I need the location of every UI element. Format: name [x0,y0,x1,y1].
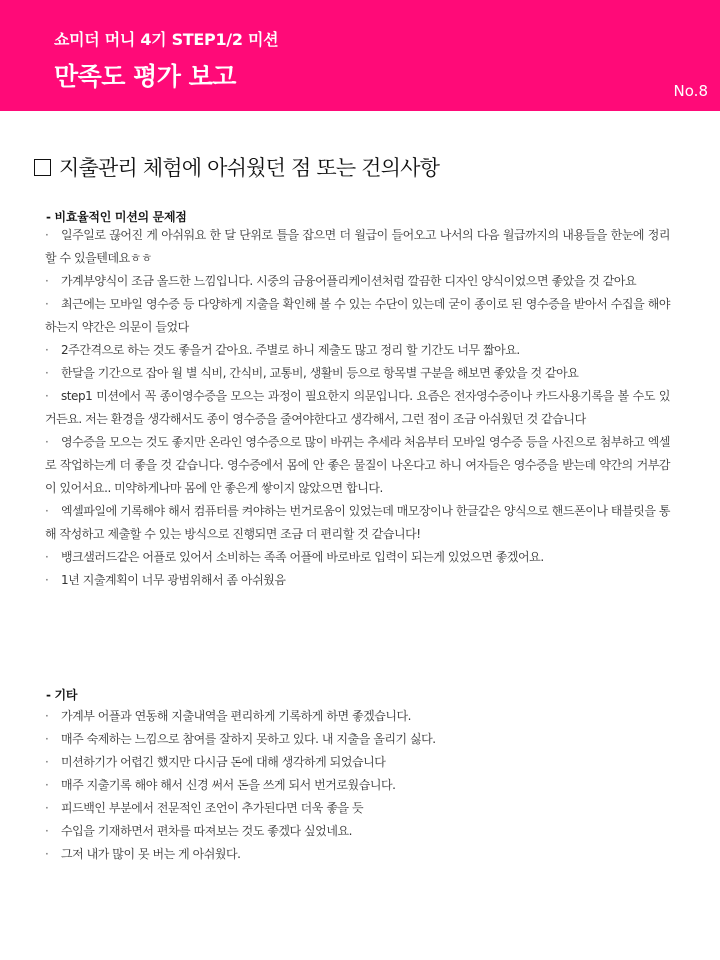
section1-list [45,224,670,592]
list-item-text: 1년 지출계획이 너무 광범위해서 좀 아쉬웠음 [61,573,286,587]
section1-title: - 비효율적인 미션의 문제점 [46,210,187,224]
bullet-dot-icon: · [45,732,49,746]
list-item [45,293,670,339]
page-number: No.8 [673,82,708,100]
list-item [45,385,670,431]
section2-title: - 기타 [46,688,78,702]
section2-list [45,705,670,866]
list-item-text: 일주일로 끊어진 게 아쉬워요 한 달 단위로 틀을 잡으면 더 월급이 들어오고 나서의 다음 월급까지의 내용들을 한눈에 정리할 수 있을텐데요ㅎㅎ [45,228,670,265]
list-item-text: 2주간격으로 하는 것도 좋을거 같아요. 주별로 하니 제출도 많고 정리 할 기간도 너무 짧아요. [61,343,520,357]
heading-text: 지출관리 체험에 아쉬웠던 점 또는 건의사항 [59,156,440,180]
list-item [45,820,670,843]
list-item-text: 매주 지출기록 해야 해서 신경 써서 돈을 쓰게 되서 번거로웠습니다. [61,778,396,792]
list-item [45,431,670,500]
bullet-dot-icon: · [45,389,49,403]
bullet-dot-icon: · [45,435,49,449]
bullet-dot-icon: · [45,573,49,587]
list-item-text: 피드백인 부분에서 전문적인 조언이 추가된다면 더욱 좋을 듯 [61,801,364,815]
list-item [45,270,670,293]
header-title: 만족도 평가 보고 [54,62,236,91]
list-item-text: 뱅크샐러드같은 어플로 있어서 소비하는 족족 어플에 바로바로 입력이 되는게 있었으면 좋겠어요. [61,550,544,564]
bullet-dot-icon: · [45,709,49,723]
list-item-text: 가계부양식이 조금 올드한 느낌입니다. 시중의 금융어플리케이션처럼 깔끔한 디자인 양식이었으면 좋았을 것 같아요 [61,274,637,288]
list-item-text: 가계부 어플과 연동해 지출내역을 편리하게 기록하게 하면 좋겠습니다. [61,709,412,723]
list-item [45,569,670,592]
list-item [45,843,670,866]
list-item [45,774,670,797]
checkbox-square-icon [34,159,51,176]
list-item [45,500,670,546]
bullet-dot-icon: · [45,297,49,311]
list-item-text: 매주 숙제하는 느낌으로 참여를 잘하지 못하고 있다. 내 지출을 올리기 싫다. [61,732,436,746]
page-header [0,0,720,111]
list-item-text: 한달을 기간으로 잡아 월 별 식비, 간식비, 교통비, 생활비 등으로 항목별 구분을 해보면 좋았을 것 같아요 [61,366,579,380]
list-item-text: 영수증을 모으는 것도 좋지만 온라인 영수증으로 많이 바뀌는 추세라 처음부터 모바일 영수증 등을 사진으로 첨부하고 엑셀로 작업하는게 더 좋을 것 같습니다. 영수증에서 몸에 안 좋은 물질이 나온다고 하니 여자들은 영수증을 받는데 약간의 거부감이 있어서요.. 미약하게나마 몸에 안 좋은게 쌓이지 않았으면 합니다. [45,435,670,495]
bullet-dot-icon: · [45,778,49,792]
bullet-dot-icon: · [45,755,49,769]
list-item [45,705,670,728]
bullet-dot-icon: · [45,274,49,288]
list-item-text: 엑셀파일에 기록해야 해서 컴퓨터를 켜야하는 번거로움이 있었는데 매모장이나 한글같은 양식으로 핸드폰이나 태블릿을 통해 작성하고 제출할 수 있는 방식으로 진행되면 조금 더 편리할 것 같습니다! [45,504,670,541]
list-item [45,751,670,774]
list-item [45,728,670,751]
bullet-dot-icon: · [45,550,49,564]
section-heading [34,152,439,182]
bullet-dot-icon: · [45,504,49,518]
list-item-text: 미션하기가 어렵긴 했지만 다시금 돈에 대해 생각하게 되었습니다 [61,755,386,769]
header-subtitle: 쇼미더 머니 4기 STEP1/2 미션 [54,30,279,49]
list-item [45,362,670,385]
list-item [45,546,670,569]
list-item [45,339,670,362]
bullet-dot-icon: · [45,801,49,815]
bullet-dot-icon: · [45,228,49,242]
bullet-dot-icon: · [45,847,49,861]
list-item [45,224,670,270]
bullet-dot-icon: · [45,366,49,380]
bullet-dot-icon: · [45,343,49,357]
list-item-text: 그저 내가 많이 못 버는 게 아쉬웠다. [61,847,241,861]
list-item-text: step1 미션에서 꼭 종이영수증을 모으는 과정이 필요한지 의문입니다. 요즘은 전자영수증이나 카드사용기록을 볼 수도 있거든요. 저는 환경을 생각해서도 종이 영수증을 줄여야한다고 생각해서, 그런 점이 조금 아쉬웠던 것 같습니다 [45,389,670,426]
list-item-text: 최근에는 모바일 영수증 등 다양하게 지출을 확인해 볼 수 있는 수단이 있는데 굳이 종이로 된 영수증을 받아서 수집을 해야하는지 약간은 의문이 들었다 [45,297,670,334]
list-item [45,797,670,820]
list-item-text: 수입을 기재하면서 편차를 따져보는 것도 좋겠다 싶었네요. [61,824,352,838]
bullet-dot-icon: · [45,824,49,838]
